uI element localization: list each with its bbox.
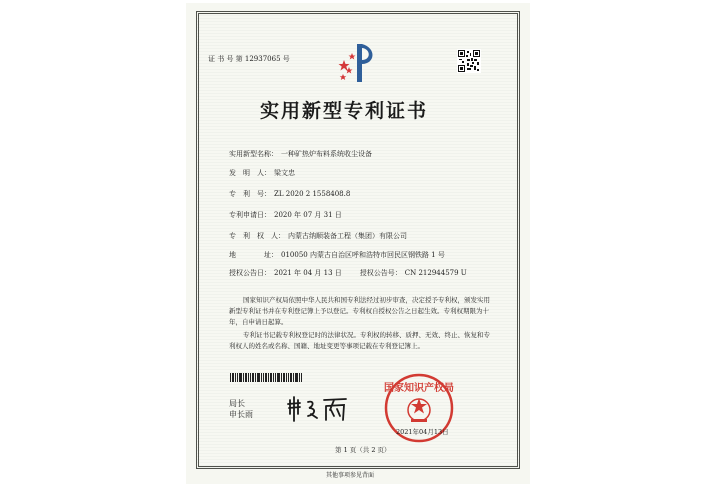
- qr-code-icon: [457, 49, 481, 73]
- field-application-date: [229, 211, 342, 220]
- certificate-number: 证 书 号 第 12937065 号: [208, 55, 290, 63]
- field-value: 一种矿热炉布料系统收尘设备: [281, 150, 372, 158]
- barcode-icon: [230, 373, 302, 382]
- director-name: 申长雨: [229, 410, 253, 419]
- field-address: [229, 251, 445, 260]
- field-value: 2020 年 07 月 31 日: [274, 211, 342, 219]
- field-label: 专利申请日：: [229, 211, 271, 219]
- field-label: 专 利 权 人：: [229, 232, 285, 240]
- field-label: 地 址：: [229, 251, 278, 259]
- certificate-title: 实用新型专利证书: [260, 100, 429, 122]
- field-value: ZL 2020 2 1558408.8: [274, 190, 351, 198]
- announce-number-value: CN 212944579 U: [404, 269, 467, 277]
- field-value: 内蒙古纳顺装备工程（集团）有限公司: [288, 232, 407, 240]
- footer-note: 其他事项参见背面: [326, 472, 375, 479]
- page-number: 第 1 页（共 2 页）: [335, 446, 391, 454]
- grant-date-value: 2021 年 04 月 13 日: [274, 269, 342, 277]
- seal-date: 2021年04月13日: [396, 428, 449, 436]
- field-label: 专 利 号：: [229, 190, 271, 198]
- field-utility-model-name: [229, 150, 372, 159]
- field-value: 梁文忠: [274, 169, 295, 177]
- director-title: 局长: [229, 399, 245, 408]
- legal-status-paragraph: 专利证书记载专利权登记时的法律状况。专利权的转移、质押、无效、终止、恢复和专利权人的姓名或名称、国籍、地址变更等事项记载在专利登记簿上。: [229, 331, 490, 350]
- field-patentee: [229, 232, 407, 241]
- field-value: 010050 内蒙古自治区呼和浩特市回民区钢铁路 1 号: [281, 251, 445, 259]
- signature-icon: [284, 394, 350, 424]
- field-inventor: [229, 169, 295, 178]
- grant-date-label: 授权公告日：: [229, 269, 271, 277]
- field-patent-number: [229, 190, 350, 199]
- announce-number-label: 授权公告号：: [359, 269, 402, 277]
- grant-statement-paragraph: 国家知识产权局依照中华人民共和国专利法经过初步审查，决定授予专利权，颁发实用新型专利证书并在专利登记簿上予以登记。专利权自授权公告之日起生效。专利权期限为十年，自申请日起算。: [229, 296, 490, 326]
- field-grant-info: [229, 269, 467, 278]
- svg-text:国家知识产权局: 国家知识产权局: [384, 383, 454, 394]
- cnipa-logo-icon: [337, 40, 381, 86]
- field-label: 实用新型名称：: [229, 150, 278, 158]
- field-label: 发 明 人：: [229, 169, 271, 177]
